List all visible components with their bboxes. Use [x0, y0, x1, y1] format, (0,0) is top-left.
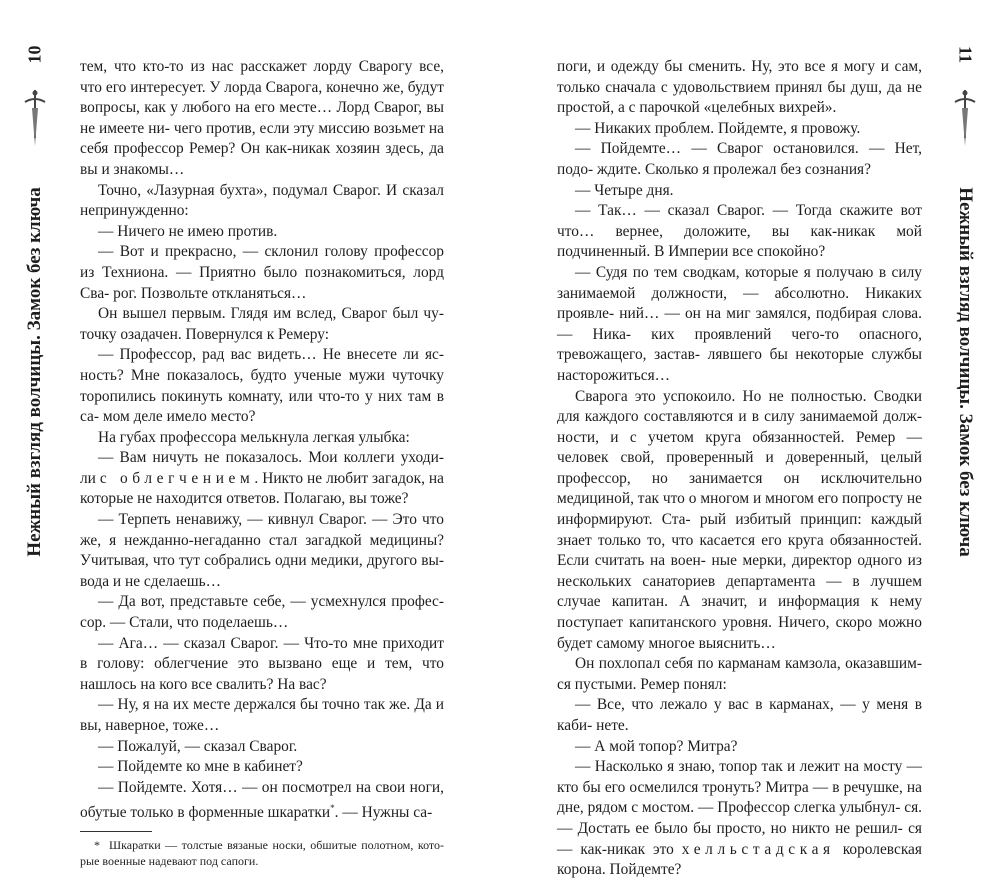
paragraph: — Ничего не имею против.: [98, 222, 278, 240]
paragraph: — Четыре дня.: [575, 181, 674, 199]
paragraph: — Вот и прекрасно, — склонил голову профессор из Техниона. — Приятно было познакомиться, лорд Сва- рог. Позвольте откланяться…: [80, 243, 444, 302]
paragraph: — Насколько я знаю, топор так и лежит на мосту — кто бы его осмелился тронуть? Митра — в речушке, на дне, рядом с мостом. — Профессор слегка улыбнул- ся. — Достать ее было бы просто, но никто не решил- ся — как-никак это хелльстадская королевская корона. Пойдемте?: [557, 758, 922, 879]
paragraph: — Пойдемте ко мне в кабинет?: [98, 758, 303, 776]
paragraph: — Пожалуй, — сказал Сварог.: [98, 737, 298, 755]
paragraph: — Пойдемте. Хотя… — он посмотрел на свои ноги, обутые только в форменные шкаратки*. — Нужны са-: [80, 778, 444, 822]
paragraph: Сварога это успокоило. Но не полностью. Сводки для каждого составляются и в силу занимаемой долж- ности, и с учетом круга обязанностей. Ремер — человек свой, проверенный и доверенный, целый профессор, но занимается он исключительно медициной, так что о многом и многом его попросту не информируют. Ста- рый избитый принцип: каждый знает только то, что касается его круга обязанностей. Если считать на воен- ные мерки, директор одного из нескольких санаториев департамента — в лучшем случае капитан. А значит, и информация к нему поступает капитанского уровня. Ничего, скоро можно будет самому многое выяснить…: [557, 387, 923, 652]
paragraph: — Никаких проблем. Пойдемте, я провожу.: [575, 119, 861, 137]
left-page-margin: [14, 46, 56, 706]
paragraph: Он похлопал себя по карманам камзола, оказавшим- ся пустыми. Ремер понял:: [557, 655, 922, 693]
paragraph: тем, что кто-то из нас расскажет лорду Сварогу все, что его интересует. У лорда Сварога, конечно же, будут вопросы, как у любого на его месте… Лорд Сварог, вы не имеете ни- чего против, если эту миссию возьмет на себя профессор Ремер? Он как-никак хозяин здесь, да вы и знакомы…: [80, 58, 444, 178]
paragraph: — Да вот, представьте себе, — усмехнулся профес- сор. — Стали, что поделаешь…: [80, 593, 444, 632]
footnote-marker: *: [330, 803, 335, 814]
paragraph: — Вам ничуть не показалось. Мои коллеги уходи- ли с облегчением. Никто не любит загадок, на которые не находится ответов. Полагаю, вы тоже?: [80, 449, 444, 508]
left-page-number: 10: [24, 45, 45, 64]
sword-ornament-icon: [950, 88, 980, 148]
paragraph: — Терпеть ненавижу, — кивнул Сварог. — Это что же, я нежданно-негаданно стал загадкой медицины? Учитывая, что тут собрались одни медики, другого вы- вода и не сделаешь…: [80, 511, 444, 590]
left-page-body: [80, 57, 444, 869]
paragraph: — Все, что лежало у вас в карманах, — у меня в каби- нете.: [557, 696, 922, 734]
right-page-margin: [944, 46, 986, 706]
paragraph: Точно, «Лазурная бухта», подумал Сварог. И сказал непринужденно:: [80, 181, 444, 220]
paragraph: — А мой топор? Митра?: [575, 737, 738, 755]
left-running-head: Нежный взгляд волчицы. Замок без ключа: [24, 187, 45, 557]
footnote-divider: [80, 831, 152, 832]
right-running-head: Нежный взгляд волчицы. Замок без ключа: [955, 187, 976, 557]
paragraph: — Ну, я на их месте держался бы точно так же. Да и вы, наверное, тоже…: [80, 696, 444, 734]
paragraph: На губах профессора мелькнула легкая улыбка:: [98, 428, 410, 446]
sword-ornament-icon: [20, 88, 50, 148]
paragraph: Он вышел первым. Глядя им вслед, Сварог был чу- точку озадачен. Повернулся к Ремеру:: [80, 305, 444, 343]
paragraph: поги, и одежду бы сменить. Ну, это все я могу и сам, только сначала с удовольствием принял бы душ, да не простой, а с парочкой «целебных вихрей».: [557, 58, 922, 117]
right-page-body: [557, 57, 922, 881]
paragraph: — Судя по тем сводкам, которые я получаю в силу занимаемой должности, — абсолютно. Никаких проявле- ний… — он на миг замялся, подбирая слова. — Ника- ких проявлений чего-то опасного, тревожащего, застав- лявшего бы некоторые службы насторожиться…: [557, 263, 923, 384]
paragraph: — Ага… — сказал Сварог. — Что-то мне приходит в голову: облегчение это вызвано еще и тем, что нашлось на кого все свалить? На вас?: [80, 634, 444, 693]
footnote: * Шкаратки — толстые вязаные носки, обшитые полотном, кото-рые военные надевают под сапоги.: [80, 838, 445, 868]
paragraph: — Так… — сказал Сварог. — Тогда скажите вот что… вернее, доложите, вы как-никак мой подчиненный. В Империи все спокойно?: [557, 202, 922, 261]
paragraph: — Пойдемте… — Сварог остановился. — Нет, подо- ждите. Сколько я пролежал без сознания?: [557, 140, 922, 178]
paragraph: — Профессор, рад вас видеть… Не внесете ли яс- ность? Мне показалось, будто ученые мужи чуточку торопились покинуть комнату, или что-то у них там в са- мом деле имело место?: [80, 346, 444, 426]
right-page-number: 11: [955, 45, 976, 63]
